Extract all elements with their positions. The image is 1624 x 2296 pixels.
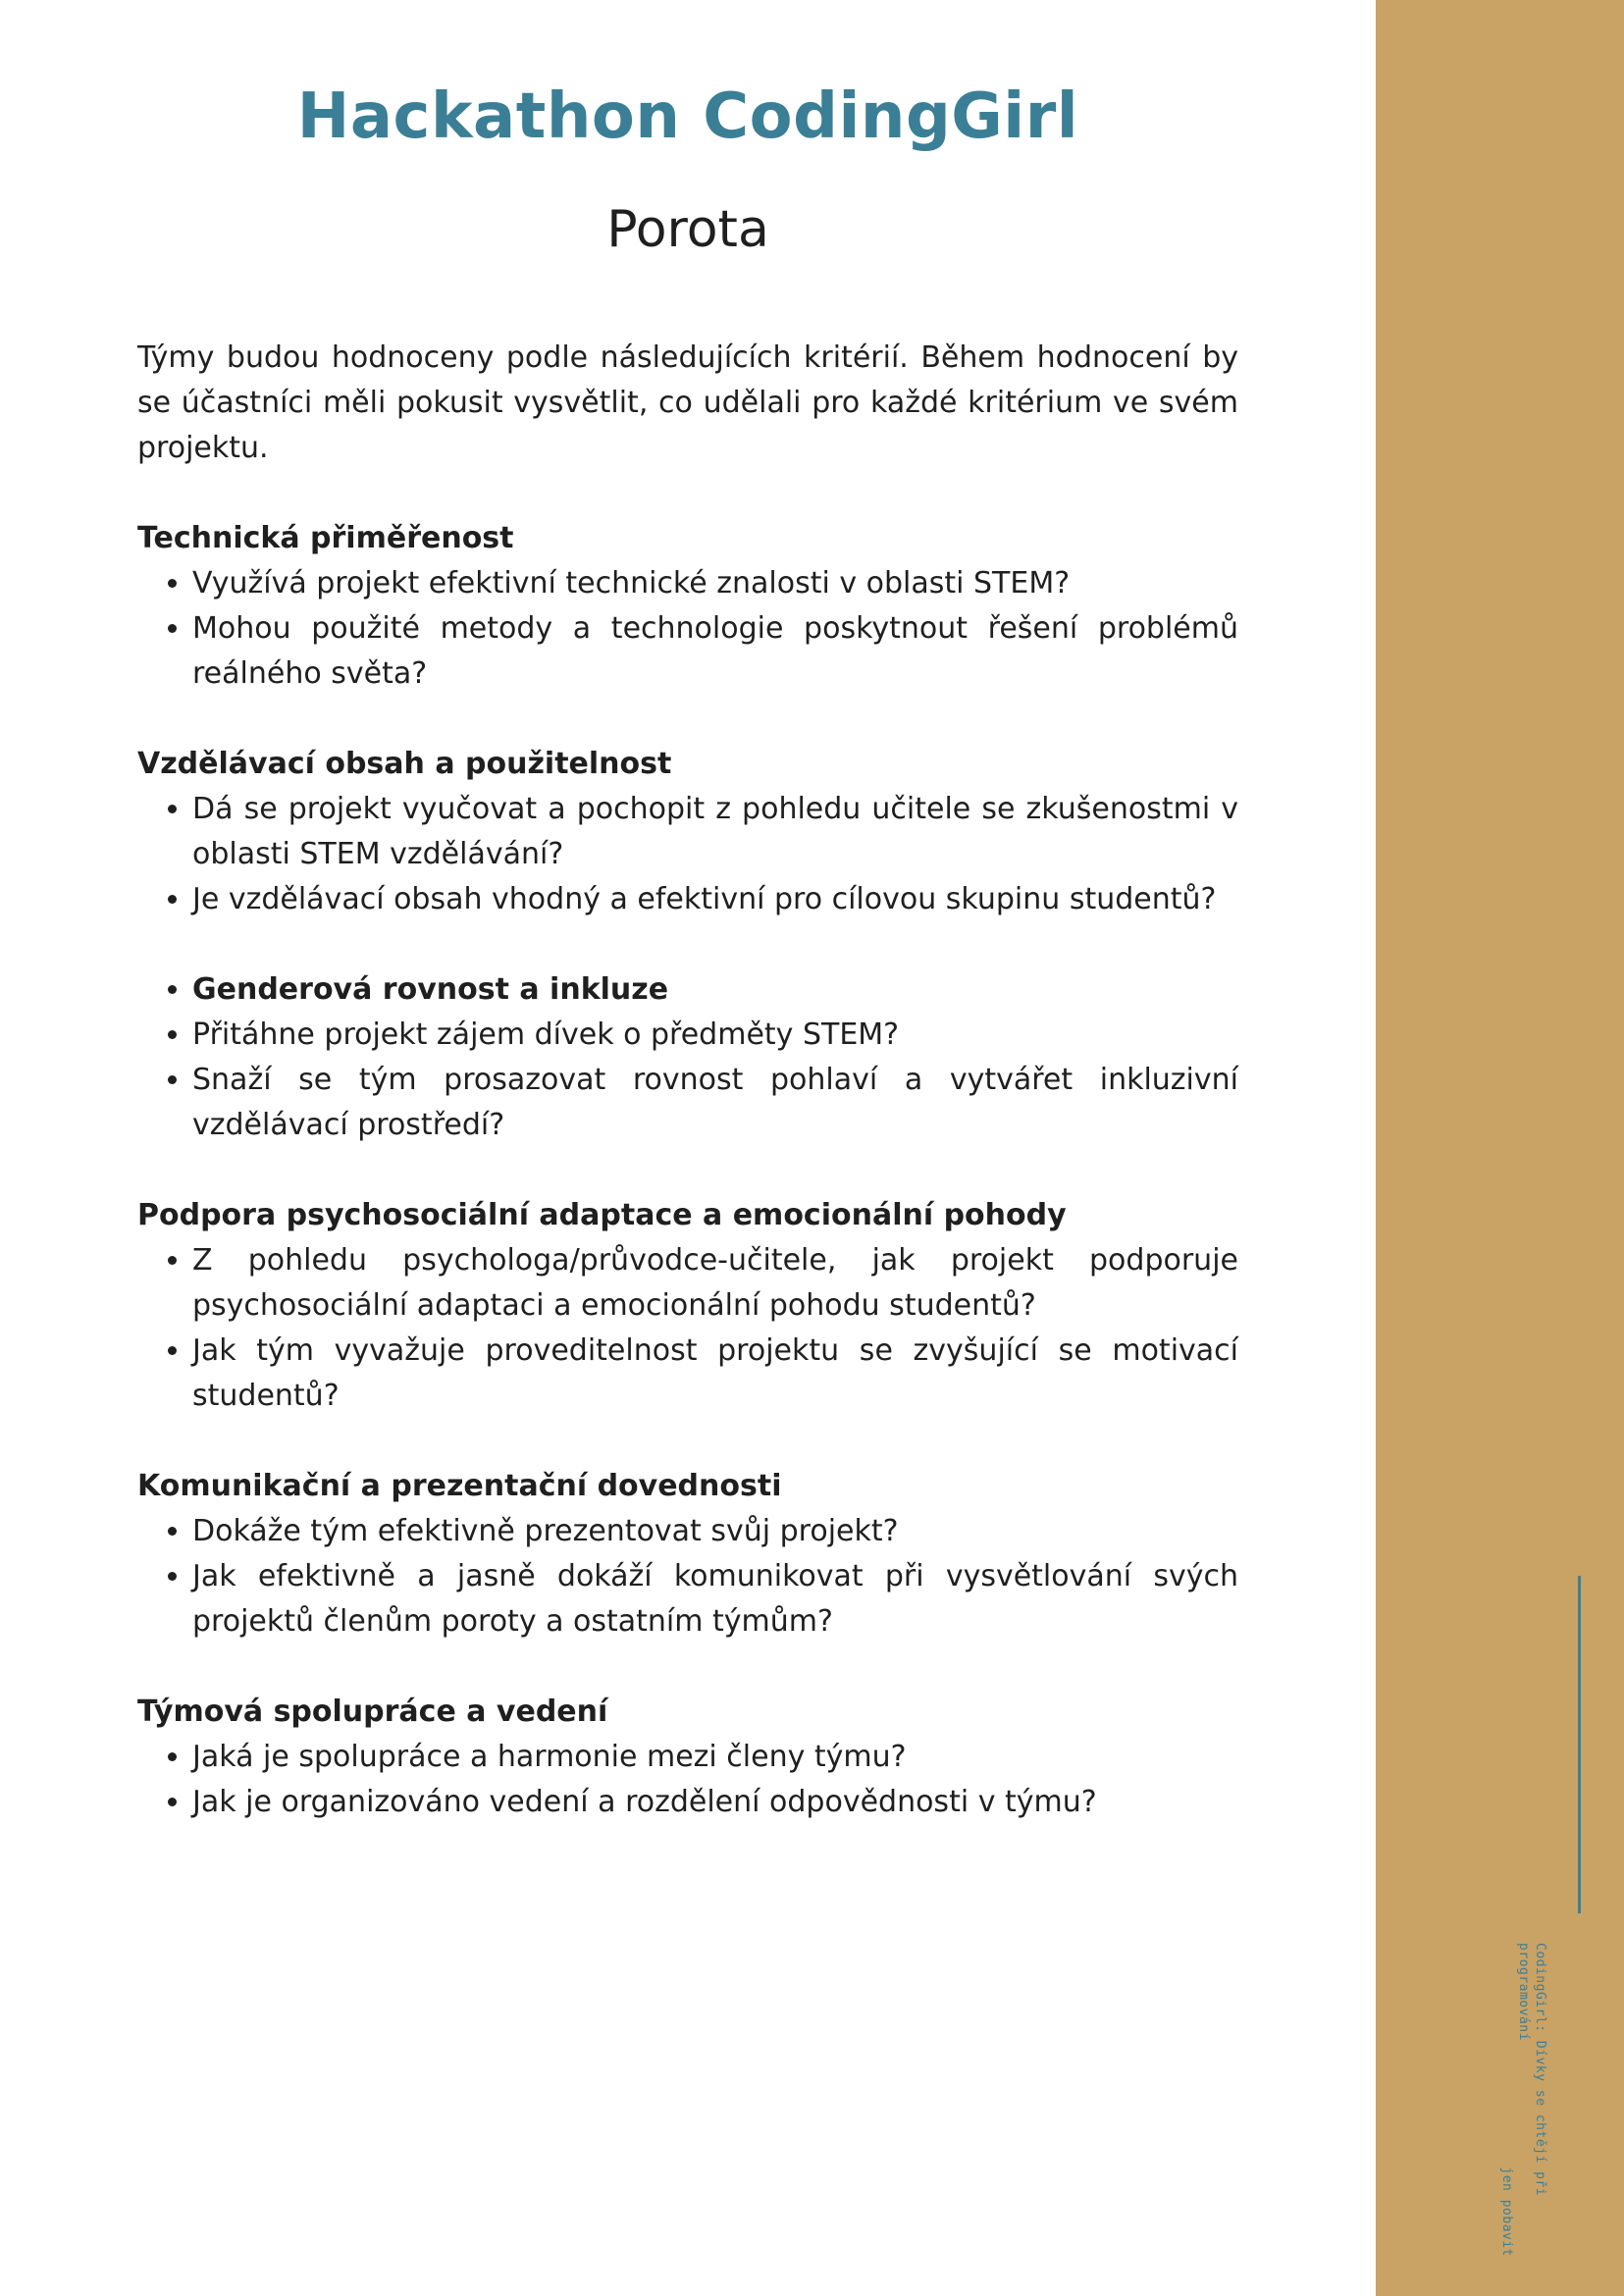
intro-paragraph: Týmy budou hodnoceny podle následujících kritérií. Během hodnocení by se účastníci měli pokusit vysvětlit, co udělali pro každé kritérium ve svém projektu.: [137, 340, 1238, 465]
section-title: Podpora psychosociální adaptace a emocionální pohody: [137, 1198, 1067, 1232]
criteria-item: • Jak efektivně a jasně dokáží komunikovat při vysvětlování svých projektů členům poroty a ostatním týmům?: [192, 1554, 1238, 1644]
criteria-item: • Jak je organizováno vedení a rozdělení odpovědnosti v týmu?: [192, 1780, 1238, 1825]
section-title: Vzdělávací obsah a použitelnost: [137, 747, 672, 781]
criteria-item: • Jaká je spolupráce a harmonie mezi členy týmu?: [192, 1735, 1238, 1780]
sidebar-tagline-line1: CodingGirl: Dívky se chtějí při programování: [1516, 1943, 1547, 2197]
section-technical: [137, 516, 1238, 697]
section-title: Komunikační a prezentační dovednosti: [137, 1469, 782, 1503]
page-subtitle: Porota: [606, 200, 769, 259]
section-gender: [137, 967, 1238, 1148]
criteria-list: [137, 967, 1238, 1148]
sidebar-tagline-line2: jen pobavit: [1499, 2166, 1514, 2257]
criteria-list: [137, 1509, 1238, 1644]
criteria-item: • Přitáhne projekt zájem dívek o předměty STEM?: [192, 1013, 1238, 1058]
criteria-item: • Jak tým vyvažuje proveditelnost projektu se zvyšující se motivací studentů?: [192, 1329, 1238, 1419]
criteria-item: • Dokáže tým efektivně prezentovat svůj projekt?: [192, 1509, 1238, 1554]
section-title: • Genderová rovnost a inkluze: [192, 967, 1238, 1013]
criteria-list: [137, 787, 1238, 922]
criteria-item: • Snaží se tým prosazovat rovnost pohlaví a vytvářet inkluzivní vzdělávací prostředí?: [192, 1058, 1238, 1148]
section-communication: [137, 1464, 1238, 1644]
section-title: Technická přiměřenost: [137, 521, 514, 555]
criteria-item: • Dá se projekt vyučovat a pochopit z pohledu učitele se zkušenostmi v oblasti STEM vzdělávání?: [192, 787, 1238, 877]
section-education: [137, 742, 1238, 922]
criteria-list: [137, 1238, 1238, 1419]
criteria-list: [137, 561, 1238, 697]
section-title: Týmová spolupráce a vedení: [137, 1695, 608, 1729]
criteria-item: • Je vzdělávací obsah vhodný a efektivní pro cílovou skupinu studentů?: [192, 877, 1238, 922]
criteria-item: • Z pohledu psychologa/průvodce-učitele, jak projekt podporuje psychosociální adaptaci a emocionální pohodu studentů?: [192, 1238, 1238, 1329]
criteria-item: • Mohou použité metody a technologie poskytnout řešení problémů reálného světa?: [192, 606, 1238, 697]
section-teamwork: [137, 1690, 1238, 1825]
document-body: [137, 336, 1238, 1870]
criteria-item: • Využívá projekt efektivní technické znalosti v oblasti STEM?: [192, 561, 1238, 606]
sidebar-divider-line: [1578, 1576, 1581, 1913]
section-psychosocial: [137, 1193, 1238, 1419]
sidebar-tagline: [1498, 1943, 1548, 2296]
criteria-list: [137, 1735, 1238, 1825]
page-title: Hackathon CodingGirl: [296, 80, 1079, 153]
